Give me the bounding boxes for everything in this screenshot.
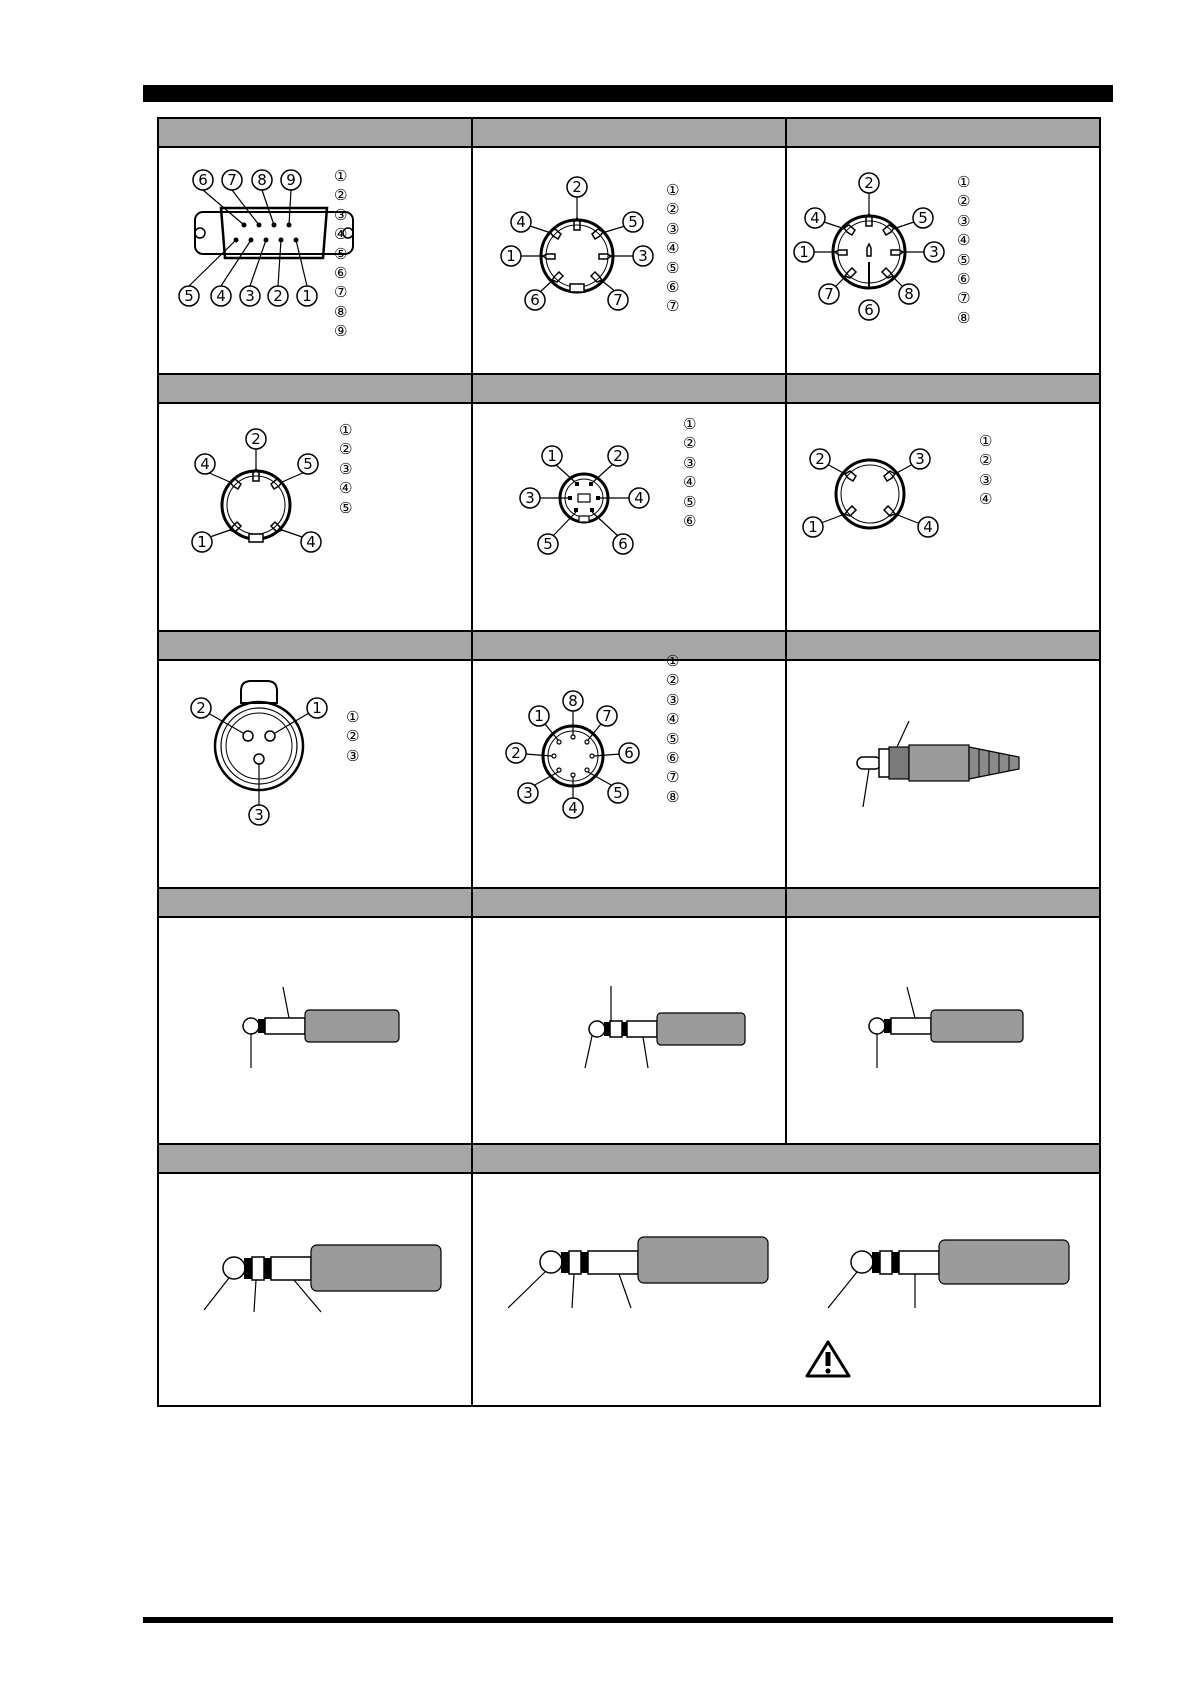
pin-label: 4: [923, 518, 933, 536]
cell-din5: [159, 375, 473, 632]
legend-item: ②: [346, 727, 360, 746]
legend-item: ③: [666, 690, 680, 709]
legend-item: ①: [683, 415, 697, 433]
legend-item: ②: [683, 434, 697, 453]
stereo-plugs-wide-diagram: [473, 1174, 1099, 1403]
legend-item: ②: [979, 451, 993, 470]
pin-label: 5: [543, 535, 553, 553]
pin-legend: [334, 167, 347, 342]
pin-label: 8: [568, 692, 578, 710]
din8-circular-connector-diagram: [473, 661, 785, 887]
legend-item: ①: [334, 167, 348, 185]
pin-legend: [683, 415, 696, 531]
legend-item: ④: [979, 490, 993, 509]
cell-header: [473, 889, 785, 918]
top-rule: [143, 85, 1113, 102]
legend-item: ②: [666, 671, 680, 690]
legend-item: ②: [957, 192, 971, 211]
legend-item: ④: [339, 479, 353, 498]
cell-header: [159, 1145, 471, 1174]
cell-din8: [787, 119, 1099, 375]
legend-item: ③: [957, 211, 971, 230]
pin-label: 3: [929, 243, 939, 261]
pin-label: 4: [634, 489, 644, 507]
cell-header: [159, 375, 471, 404]
legend-item: ①: [666, 652, 680, 670]
pin-label: 5: [918, 209, 928, 227]
pin-label: 3: [525, 489, 535, 507]
cell-mini-din6: [473, 375, 787, 632]
pin-label: 4: [568, 799, 578, 817]
legend-item: ⑥: [683, 512, 697, 531]
pin-label: 1: [312, 699, 322, 717]
rca-plug-diagram: [787, 661, 1099, 887]
legend-item: ⑦: [334, 283, 348, 302]
din8-connector-diagram: [787, 148, 1099, 373]
legend-item: ⑤: [339, 498, 353, 517]
pin-label: 1: [534, 707, 544, 725]
legend-item: ③: [666, 219, 680, 238]
cell-header: [159, 119, 471, 148]
legend-item: ⑥: [666, 749, 680, 768]
pin-label: 4: [306, 533, 316, 551]
cell-db9: [159, 119, 473, 375]
legend-item: ④: [666, 710, 680, 729]
pin-label: 5: [184, 287, 194, 305]
pin-label: 9: [286, 171, 296, 189]
pin-legend: [339, 421, 352, 518]
legend-item: ⑤: [683, 492, 697, 511]
cell-stereo-plug-large: [159, 1145, 473, 1405]
pin-label: 2: [864, 174, 874, 192]
legend-item: ①: [346, 708, 360, 726]
pin-label: 4: [200, 455, 210, 473]
cell-stereo-plugs-wide: [473, 1145, 1099, 1405]
mono-plug-b-diagram: [787, 918, 1099, 1143]
din4-connector-diagram: [787, 404, 1099, 630]
cell-header: [159, 632, 471, 661]
pin-label: 6: [618, 535, 628, 553]
din5-connector-diagram: [159, 404, 471, 630]
pin-label: 3: [523, 784, 533, 802]
pin-label: 7: [602, 707, 612, 725]
pin-label: 5: [303, 455, 313, 473]
cell-header: [473, 375, 785, 404]
cell-header: [787, 119, 1099, 148]
din7-connector-diagram: [473, 148, 785, 373]
legend-item: ①: [957, 173, 971, 191]
pin-label: 2: [613, 447, 623, 465]
cell-header: [473, 1145, 1099, 1174]
pin-label: 8: [904, 285, 914, 303]
pin-legend: [979, 432, 992, 510]
pin-label: 3: [915, 450, 925, 468]
bottom-rule: [143, 1617, 1113, 1623]
legend-item: ①: [979, 432, 993, 450]
cell-header: [787, 632, 1099, 661]
legend-item: ⑧: [666, 787, 680, 806]
pin-label: 8: [257, 171, 267, 189]
legend-item: ④: [957, 231, 971, 250]
pin-label: 6: [198, 171, 208, 189]
cell-din4: [787, 375, 1099, 632]
mono-plug-diagram: [159, 918, 471, 1143]
pin-legend: [957, 173, 970, 328]
pin-label: 1: [302, 287, 312, 305]
pin-legend: [666, 652, 679, 807]
pin-label: 7: [613, 291, 623, 309]
pin-legend: [346, 708, 359, 766]
legend-item: ⑦: [666, 297, 680, 316]
pin-label: 1: [799, 243, 809, 261]
legend-item: ⑦: [957, 289, 971, 308]
pin-label: 3: [245, 287, 255, 305]
cell-header: [787, 889, 1099, 918]
pin-label: 1: [547, 447, 557, 465]
legend-item: ⑤: [334, 244, 348, 263]
pin-label: 2: [196, 699, 206, 717]
legend-item: ⑤: [957, 250, 971, 269]
legend-item: ⑥: [666, 278, 680, 297]
legend-item: ④: [666, 239, 680, 258]
pin-label: 2: [273, 287, 283, 305]
legend-item: ③: [979, 470, 993, 489]
xlr3-connector-diagram: [159, 661, 471, 887]
legend-item: ⑥: [957, 270, 971, 289]
legend-item: ⑧: [334, 302, 348, 321]
legend-item: ①: [666, 181, 680, 199]
legend-item: ⑧: [957, 308, 971, 327]
pin-label: 4: [216, 287, 226, 305]
pin-label: 6: [530, 291, 540, 309]
pin-label: 6: [864, 301, 874, 319]
db9-connector-diagram: [159, 148, 471, 373]
stereo-plug-small-diagram: [473, 918, 785, 1143]
pin-label: 1: [506, 247, 516, 265]
mini-din6-connector-diagram: [473, 404, 785, 630]
cell-xlr3: [159, 632, 473, 889]
cell-rca-plug: [787, 632, 1099, 889]
pin-label: 2: [251, 430, 261, 448]
legend-item: ⑨: [334, 322, 348, 341]
legend-item: ②: [334, 186, 348, 205]
cell-din8-circular: [473, 632, 787, 889]
pin-label: 3: [638, 247, 648, 265]
pin-label: 7: [824, 285, 834, 303]
legend-item: ②: [666, 200, 680, 219]
legend-item: ⑦: [666, 768, 680, 787]
pin-label: 5: [628, 213, 638, 231]
legend-item: ③: [683, 453, 697, 472]
cell-din7: [473, 119, 787, 375]
pin-label: 1: [808, 518, 818, 536]
cell-mono-plug-a: [159, 889, 473, 1145]
legend-item: ④: [334, 225, 348, 244]
pin-label: 2: [511, 744, 521, 762]
cell-stereo-plug-small: [473, 889, 787, 1145]
legend-item: ③: [334, 205, 348, 224]
legend-item: ⑤: [666, 258, 680, 277]
cell-header: [473, 632, 785, 661]
warning-icon: [807, 1342, 849, 1376]
pin-label: 6: [624, 744, 634, 762]
legend-item: ⑤: [666, 729, 680, 748]
legend-item: ⑥: [334, 264, 348, 283]
pin-label: 1: [197, 533, 207, 551]
legend-item: ①: [339, 421, 353, 439]
pin-label: 4: [516, 213, 526, 231]
pin-label: 4: [810, 209, 820, 227]
cell-header: [787, 375, 1099, 404]
cell-header: [159, 889, 471, 918]
pin-label: 2: [572, 178, 582, 196]
legend-item: ④: [683, 473, 697, 492]
legend-item: ③: [339, 459, 353, 478]
cell-header: [473, 119, 785, 148]
pin-legend: [666, 181, 679, 317]
cell-mono-plug-b: [787, 889, 1099, 1145]
pin-label: 5: [613, 784, 623, 802]
pin-label: 7: [227, 171, 237, 189]
legend-item: ②: [339, 440, 353, 459]
connector-table: [157, 117, 1101, 1407]
pin-label: 2: [815, 450, 825, 468]
stereo-plug-large-diagram: [159, 1174, 471, 1403]
legend-item: ③: [346, 746, 360, 765]
pin-label: 3: [254, 806, 264, 824]
